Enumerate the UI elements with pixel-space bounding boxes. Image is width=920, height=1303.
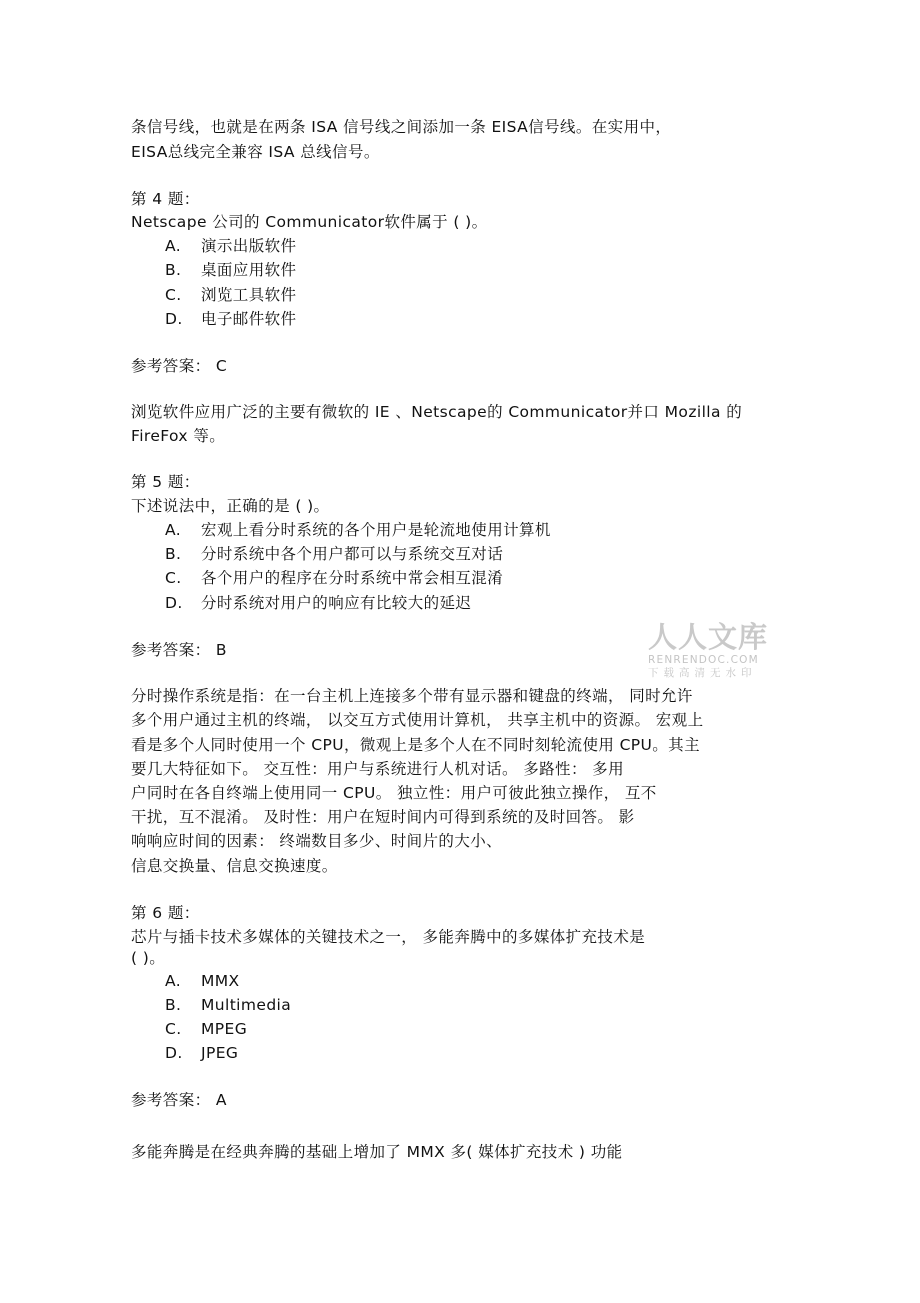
question-5-explanation-line: 看是多个人同时使用一个 CPU，微观上是多个人在不同时刻轮流使用 CPU。其主	[131, 736, 700, 754]
option-letter: A.	[165, 972, 182, 990]
question-4-option-d	[165, 309, 296, 329]
question-4-explanation-line: 浏览软件应用广泛的主要有微软的 IE 、Netscape的 Communicator并口 Mozilla 的	[131, 403, 743, 421]
question-5-explanation-line: 多个用户通过主机的终端， 以交互方式使用计算机， 共享主机中的资源。 宏观上	[131, 711, 704, 729]
watermark-url: RENRENDOC.COM	[648, 654, 759, 666]
question-6-option-c	[165, 1019, 247, 1039]
option-text: 电子邮件软件	[201, 310, 297, 328]
question-6-option-d	[165, 1043, 238, 1063]
question-6-stem: 芯片与插卡技术多媒体的关键技术之一， 多能奔腾中的多媒体扩充技术是	[131, 928, 646, 946]
question-5-option-d	[165, 593, 471, 613]
option-text: 分时系统对用户的响应有比较大的延迟	[201, 594, 472, 612]
question-5-option-b	[165, 544, 503, 564]
question-4-header: 第 4 题：	[131, 190, 200, 208]
intro-line: EISA总线完全兼容 ISA 总线信号。	[131, 143, 380, 161]
option-text: 桌面应用软件	[201, 261, 297, 279]
question-4-answer: 参考答案： C	[131, 357, 228, 375]
question-5-explanation-line: 响响应时间的因素： 终端数目多少、时间片的大小、	[131, 832, 503, 850]
question-5-option-a	[165, 520, 551, 540]
question-5-stem: 下述说法中，正确的是 ( )。	[131, 497, 330, 515]
option-letter: C.	[165, 286, 182, 304]
question-6-answer: 参考答案： A	[131, 1091, 227, 1109]
option-text: MMX	[201, 972, 240, 990]
option-text: MPEG	[201, 1020, 248, 1038]
question-5-header: 第 5 题：	[131, 473, 200, 491]
question-5-explanation-line: 户同时在各自终端上使用同一 CPU。 独立性：用户可彼此独立操作， 互不	[131, 784, 657, 802]
question-5-explanation-line: 分时操作系统是指：在一台主机上连接多个带有显示器和键盘的终端， 同时允许	[131, 687, 693, 705]
option-letter: B.	[165, 545, 182, 563]
watermark-title: 人人文库	[648, 620, 769, 654]
option-text: 演示出版软件	[201, 237, 297, 255]
question-4-option-c	[165, 285, 296, 305]
question-4-explanation-line: FireFox 等。	[131, 427, 226, 445]
watermark-logo	[648, 620, 772, 680]
option-letter: D.	[165, 594, 183, 612]
option-text: 分时系统中各个用户都可以与系统交互对话	[201, 545, 504, 563]
option-letter: D.	[165, 1044, 183, 1062]
option-text: 宏观上看分时系统的各个用户是轮流地使用计算机	[201, 521, 551, 539]
question-5-explanation-line: 干扰，互不混淆。 及时性：用户在短时间内可得到系统的及时回答。 影	[131, 808, 635, 826]
option-text: 浏览工具软件	[201, 286, 297, 304]
question-6-option-b	[165, 995, 291, 1015]
question-5-option-c	[165, 568, 503, 588]
option-letter: B.	[165, 996, 182, 1014]
option-letter: B.	[165, 261, 182, 279]
question-6-header: 第 6 题：	[131, 904, 200, 922]
question-5-explanation-line: 信息交换量、信息交换速度。	[131, 857, 338, 875]
option-letter: C.	[165, 1020, 182, 1038]
question-4-option-a	[165, 236, 296, 256]
option-letter: A.	[165, 237, 182, 255]
option-letter: A.	[165, 521, 182, 539]
intro-line: 条信号线，也就是在两条 ISA 信号线之间添加一条 EISA信号线。在实用中，	[131, 118, 672, 136]
option-letter: C.	[165, 569, 182, 587]
question-5-answer: 参考答案： B	[131, 641, 227, 659]
option-letter: D.	[165, 310, 183, 328]
question-4-option-b	[165, 260, 296, 280]
question-5-explanation-line: 要几大特征如下。 交互性：用户与系统进行人机对话。 多路性： 多用	[131, 760, 624, 778]
question-4-stem: Netscape 公司的 Communicator软件属于 ( )。	[131, 213, 488, 231]
question-6-explanation-line: 多能奔腾是在经典奔腾的基础上增加了 MMX 多( 媒体扩充技术 ) 功能	[131, 1143, 623, 1161]
watermark-subtitle: 下载高清无水印	[648, 667, 757, 679]
option-text: Multimedia	[201, 996, 292, 1014]
option-text: 各个用户的程序在分时系统中常会相互混淆	[201, 569, 504, 587]
option-text: JPEG	[201, 1044, 239, 1062]
question-6-option-a	[165, 971, 240, 991]
question-6-stem: ( )。	[131, 949, 166, 967]
